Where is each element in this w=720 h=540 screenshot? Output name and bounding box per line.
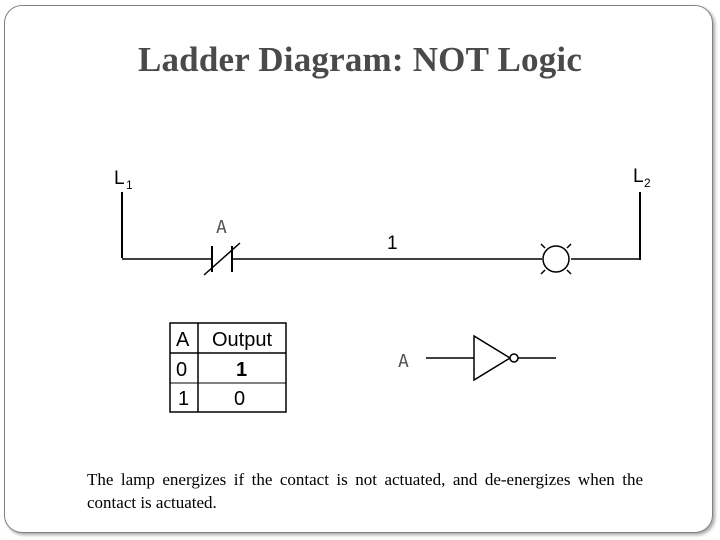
- contact-label: A: [216, 217, 227, 238]
- left-rail-label: L: [114, 168, 125, 189]
- right-rail: [633, 166, 651, 260]
- left-rail: [114, 168, 133, 258]
- table-cell-a-row2: 1: [178, 388, 190, 410]
- table-header-a: A: [176, 329, 190, 351]
- slide-title: Ladder Diagram: NOT Logic: [137, 40, 583, 79]
- not-gate-icon: [398, 336, 556, 380]
- table-cell-output-row2: 0: [234, 388, 246, 410]
- right-rail-subscript: 2: [644, 176, 651, 190]
- table-header-output: Output: [212, 329, 273, 351]
- normally-closed-contact: [204, 217, 240, 275]
- table-cell-a-row1: 0: [176, 359, 188, 381]
- lamp-icon: [541, 244, 571, 274]
- caption: The lamp energizes if the contact is not actuated, and de-energizes when the contact is actuated.: [87, 470, 643, 512]
- right-rail-label: L: [633, 166, 644, 187]
- truth-table: [170, 323, 286, 412]
- rung-label: 1: [387, 233, 398, 254]
- table-cell-output-row1: 1: [236, 359, 248, 381]
- left-rail-subscript: 1: [126, 178, 133, 192]
- gate-input-label: A: [398, 351, 409, 372]
